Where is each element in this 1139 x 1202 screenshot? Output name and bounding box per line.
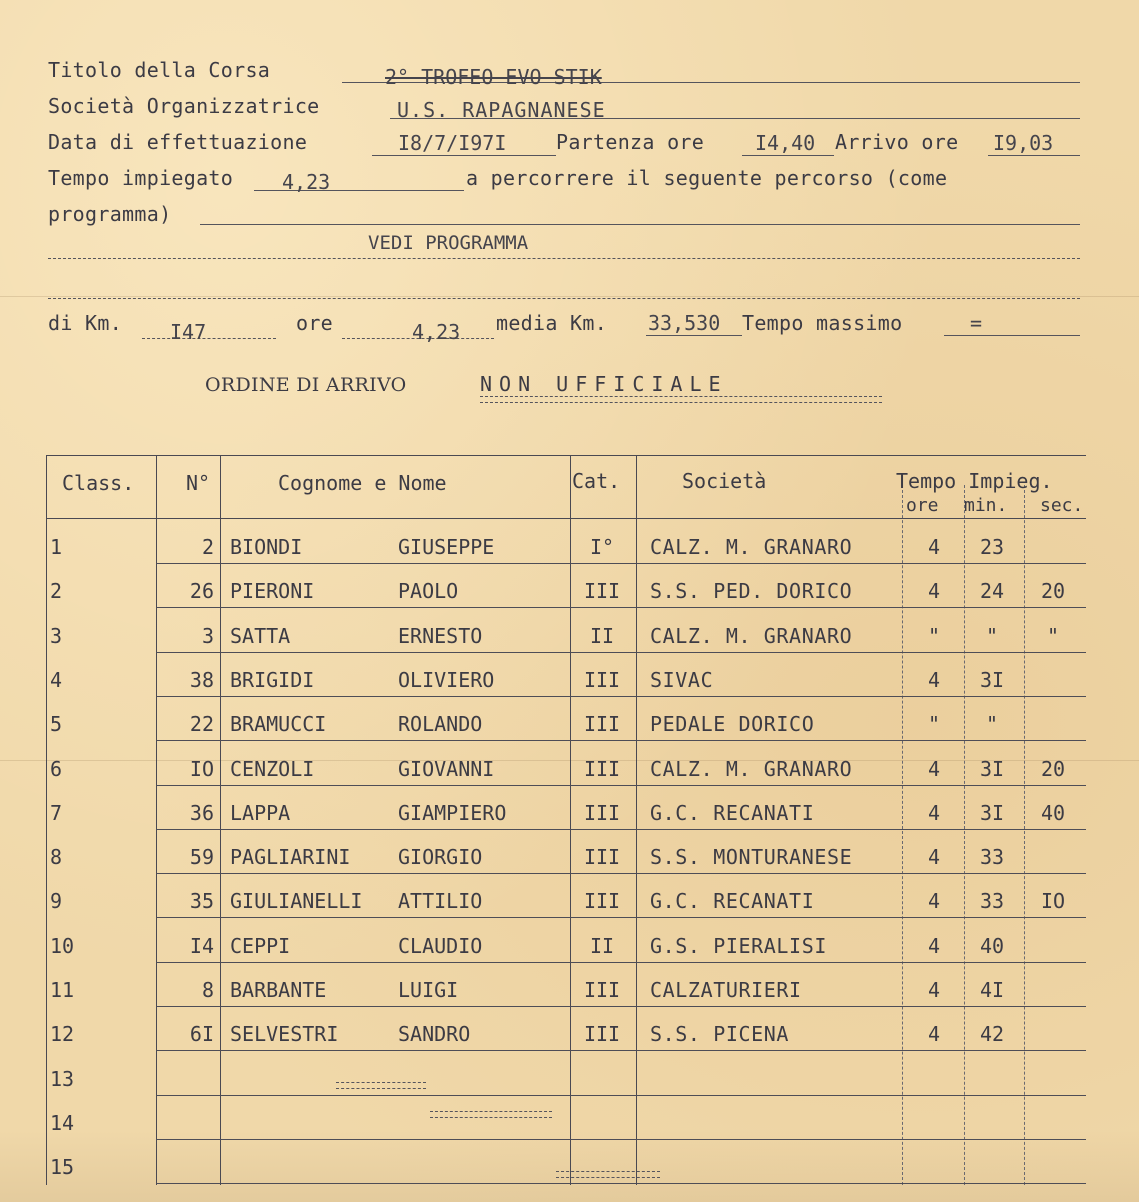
- row-team: G.C. RECANATI: [650, 800, 815, 825]
- data-label: Data di effettuazione: [48, 130, 308, 154]
- row-number: 6I: [189, 1022, 214, 1047]
- row-firstname: ROLANDO: [398, 712, 483, 737]
- titolo-label: Titolo della Corsa: [48, 58, 271, 82]
- header-tempo: Tempo Impieg.: [896, 469, 1053, 493]
- row-position: 5: [50, 712, 63, 737]
- row-firstname: CLAUDIO: [398, 933, 483, 958]
- row-category: III: [583, 978, 621, 1002]
- row-hours: 4: [927, 756, 941, 781]
- col-sep-num: [156, 455, 157, 1185]
- row-seconds: ": [1046, 623, 1060, 648]
- header-societa: Società: [682, 469, 767, 493]
- partenza-label: Partenza ore: [556, 130, 705, 154]
- header-cat: Cat.: [572, 469, 621, 493]
- row-position: 2: [50, 579, 63, 604]
- tempo-max-underline: [944, 335, 1080, 336]
- data-underline: [372, 155, 556, 156]
- row-number: 35: [189, 889, 214, 914]
- row-team: CALZ. M. GRANARO: [650, 535, 853, 559]
- row-firstname: SANDRO: [398, 1022, 471, 1047]
- row-category: III: [583, 845, 621, 870]
- row-number: 26: [189, 579, 214, 604]
- row-hours: 4: [927, 535, 941, 559]
- table-row-line: [156, 740, 1086, 741]
- empty-row-mark: [430, 1111, 552, 1118]
- table-row-line: [156, 652, 1086, 653]
- header-nome: Cognome e Nome: [278, 471, 447, 495]
- row-firstname: GIORGIO: [398, 845, 483, 870]
- row-firstname: GIOVANNI: [398, 756, 495, 781]
- societa-value: U.S. RAPAGNANESE: [397, 98, 606, 122]
- table-row-line: [156, 917, 1086, 918]
- table-row-line: [156, 1006, 1086, 1007]
- row-team: CALZ. M. GRANARO: [650, 756, 853, 781]
- row-firstname: ATTILIO: [398, 889, 483, 914]
- row-hours: ": [927, 712, 941, 737]
- table-row-line: [156, 873, 1086, 874]
- row-number: 2: [201, 535, 214, 559]
- ore-label: ore: [296, 311, 334, 335]
- tempo-label: Tempo impiegato: [48, 166, 234, 190]
- data-value: I8/7/I97I: [398, 131, 507, 155]
- row-position: 11: [50, 978, 75, 1002]
- row-position: 1: [50, 535, 63, 559]
- media-value: 33,530: [648, 311, 721, 335]
- tempo-value: 4,23: [282, 170, 331, 194]
- empty-row-mark: [336, 1082, 426, 1089]
- tempo-max-value: =: [970, 311, 983, 335]
- col-sep-nome: [220, 455, 221, 1185]
- row-team: G.C. RECANATI: [650, 889, 815, 914]
- row-minutes: 33: [979, 889, 1005, 914]
- percorso-value: VEDI PROGRAMMA: [368, 232, 529, 254]
- row-team: S.S. PICENA: [650, 1022, 790, 1047]
- row-seconds: 40: [1040, 800, 1066, 825]
- row-surname: SELVESTRI: [230, 1022, 339, 1047]
- row-number: 8: [201, 978, 214, 1002]
- row-team: CALZ. M. GRANARO: [650, 623, 853, 648]
- row-minutes: ": [985, 712, 999, 737]
- row-surname: GIULIANELLI: [230, 889, 363, 914]
- header-sec: sec.: [1040, 495, 1084, 516]
- row-firstname: GIUSEPPE: [398, 535, 495, 559]
- row-seconds: 20: [1040, 756, 1066, 781]
- row-minutes: 4I: [979, 978, 1005, 1002]
- row-category: III: [583, 800, 621, 825]
- table-row-line: [156, 829, 1086, 830]
- table-row-line: [156, 1095, 1086, 1096]
- row-hours: 4: [927, 889, 941, 914]
- col-sep-ore: [902, 485, 903, 1185]
- header-class: Class.: [62, 471, 135, 495]
- percorso-label: a percorrere il seguente percorso (come: [466, 166, 948, 190]
- row-firstname: GIAMPIERO: [398, 800, 507, 825]
- row-position: 4: [50, 667, 63, 692]
- partenza-underline: [742, 155, 834, 156]
- row-position: 7: [50, 800, 63, 825]
- km-value: I47: [170, 320, 207, 344]
- row-hours: 4: [927, 579, 941, 604]
- row-minutes: 24: [979, 579, 1005, 604]
- row-category: II: [589, 933, 615, 958]
- km-underline: [142, 338, 276, 339]
- col-sep-societa: [636, 455, 637, 1185]
- programma-label: programma): [48, 202, 172, 226]
- row-surname: PAGLIARINI: [230, 845, 351, 870]
- row-hours: 4: [927, 845, 941, 870]
- percorso-underline-2: [48, 298, 1080, 299]
- row-category: III: [583, 712, 621, 737]
- row-team: S.S. PED. DORICO: [650, 579, 853, 604]
- percorso-underline: [48, 258, 1080, 259]
- row-position: 15: [50, 1155, 75, 1180]
- row-number: IO: [189, 756, 214, 781]
- col-sep-min: [964, 485, 965, 1185]
- ore-value: 4,23: [412, 320, 461, 344]
- row-minutes: 42: [979, 1022, 1005, 1047]
- status-double-underline: [480, 396, 882, 403]
- table-top-border: [46, 455, 1086, 456]
- header-num: N°: [186, 471, 211, 495]
- row-position: 12: [50, 1022, 75, 1047]
- row-number: 36: [189, 800, 214, 825]
- table-row-line: [156, 1050, 1086, 1051]
- media-label: media Km.: [496, 311, 608, 335]
- row-position: 3: [50, 623, 63, 648]
- row-team: S.S. MONTURANESE: [650, 845, 853, 870]
- table-row-line: [156, 962, 1086, 963]
- row-number: 3: [201, 623, 214, 648]
- header-ore: ore: [906, 495, 939, 516]
- row-firstname: LUIGI: [398, 978, 459, 1002]
- row-position: 10: [50, 933, 75, 958]
- order-status: NON UFFICIALE: [480, 372, 728, 396]
- row-surname: BARBANTE: [230, 978, 327, 1002]
- row-category: III: [583, 579, 621, 604]
- km-label: di Km.: [48, 311, 123, 335]
- row-position: 13: [50, 1066, 75, 1091]
- col-sep-cat: [570, 455, 571, 1185]
- table-row-line: [156, 607, 1086, 608]
- row-minutes: ": [985, 623, 999, 648]
- row-team: SIVAC: [650, 667, 714, 692]
- table-header-border: [46, 518, 1086, 519]
- row-hours: 4: [927, 978, 941, 1002]
- row-number: I4: [189, 933, 214, 958]
- header-min: min.: [964, 495, 1008, 516]
- programma-underline: [200, 224, 1080, 225]
- row-number: 59: [189, 845, 214, 870]
- row-category: III: [583, 756, 621, 781]
- row-category: III: [583, 667, 621, 692]
- row-surname: CEPPI: [230, 933, 291, 958]
- row-surname: BIONDI: [230, 535, 303, 559]
- row-seconds: IO: [1040, 889, 1066, 914]
- row-firstname: OLIVIERO: [398, 667, 495, 692]
- row-minutes: 33: [979, 845, 1005, 870]
- row-position: 14: [50, 1110, 75, 1135]
- row-hours: 4: [927, 1022, 941, 1047]
- row-number: 22: [189, 712, 214, 737]
- row-category: II: [589, 623, 615, 648]
- row-team: CALZATURIERI: [650, 978, 802, 1002]
- results-table: [46, 455, 1086, 1185]
- row-surname: BRAMUCCI: [230, 712, 327, 737]
- row-minutes: 23: [979, 535, 1005, 559]
- table-row-line: [156, 563, 1086, 564]
- table-row-line: [156, 696, 1086, 697]
- row-surname: BRIGIDI: [230, 667, 315, 692]
- arrivo-underline: [988, 155, 1080, 156]
- row-position: 8: [50, 845, 63, 870]
- table-row-line: [156, 1183, 1086, 1184]
- row-minutes: 3I: [979, 756, 1005, 781]
- row-number: 38: [189, 667, 214, 692]
- row-surname: CENZOLI: [230, 756, 315, 781]
- row-minutes: 3I: [979, 800, 1005, 825]
- table-row-line: [156, 1139, 1086, 1140]
- row-category: III: [583, 889, 621, 914]
- arrivo-value: I9,03: [993, 131, 1054, 155]
- row-hours: 4: [927, 667, 941, 692]
- row-surname: LAPPA: [230, 800, 291, 825]
- partenza-value: I4,40: [755, 131, 816, 155]
- titolo-value: 2° TROFEO EVO STIK: [385, 65, 602, 89]
- order-title: ORDINE DI ARRIVO: [205, 374, 407, 396]
- row-firstname: ERNESTO: [398, 623, 483, 648]
- row-team: G.S. PIERALISI: [650, 933, 827, 958]
- tempo-max-label: Tempo massimo: [742, 311, 903, 335]
- row-position: 9: [50, 889, 63, 914]
- media-underline: [646, 335, 742, 336]
- row-hours: 4: [927, 933, 941, 958]
- row-category: I°: [589, 535, 615, 559]
- col-sep-sec: [1024, 485, 1025, 1185]
- row-surname: PIERONI: [230, 579, 315, 604]
- paper-fold: [0, 296, 1139, 297]
- table-row-line: [156, 785, 1086, 786]
- row-position: 6: [50, 756, 63, 781]
- empty-row-mark: [556, 1171, 660, 1178]
- societa-label: Società Organizzatrice: [48, 94, 320, 118]
- arrivo-label: Arrivo ore: [835, 130, 959, 154]
- row-category: III: [583, 1022, 621, 1047]
- row-hours: 4: [927, 800, 941, 825]
- row-firstname: PAOLO: [398, 579, 459, 604]
- row-surname: SATTA: [230, 623, 291, 648]
- row-seconds: 20: [1040, 579, 1066, 604]
- table-left-border: [46, 455, 47, 1185]
- row-team: PEDALE DORICO: [650, 712, 815, 737]
- row-minutes: 3I: [979, 667, 1005, 692]
- row-minutes: 40: [979, 933, 1005, 958]
- row-hours: ": [927, 623, 941, 648]
